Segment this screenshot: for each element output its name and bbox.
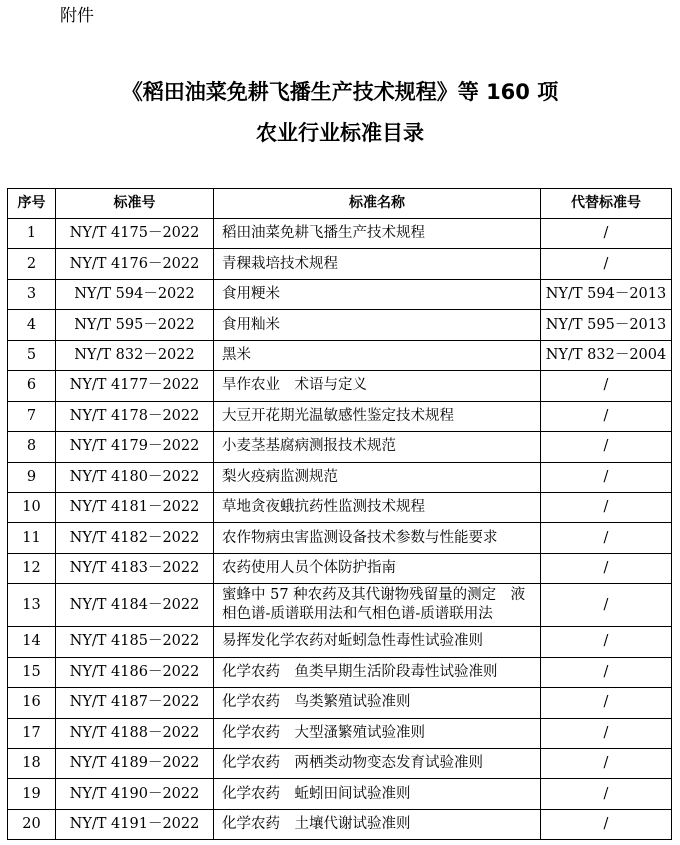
- standard-name: 小麦茎基腐病测报技术规范: [214, 432, 541, 462]
- standard-name: 农药使用人员个体防护指南: [214, 553, 541, 583]
- document-title-line2: 农业行业标准目录: [256, 121, 424, 145]
- table-row: [8, 249, 672, 279]
- table-row: [8, 584, 672, 627]
- table-row: [8, 492, 672, 522]
- serial-no: 4: [8, 310, 56, 340]
- standard-name: 化学农药 鱼类早期生活阶段毒性试验准则: [214, 657, 541, 687]
- standard-code: NY/T 4187－2022: [56, 688, 214, 718]
- replaces-code: /: [541, 749, 672, 779]
- replaces-code: /: [541, 688, 672, 718]
- table-header-row: [8, 189, 672, 219]
- table-row: [8, 553, 672, 583]
- serial-no: 2: [8, 249, 56, 279]
- table-row: [8, 432, 672, 462]
- replaces-code: /: [541, 809, 672, 839]
- header-serial-no: 序号: [8, 189, 56, 219]
- replaces-code: /: [541, 249, 672, 279]
- standard-name: 化学农药 蚯蚓田间试验准则: [214, 779, 541, 809]
- serial-no: 20: [8, 809, 56, 839]
- replaces-code: /: [541, 219, 672, 249]
- table-row: [8, 627, 672, 657]
- replaces-code: NY/T 595－2013: [541, 310, 672, 340]
- serial-no: 15: [8, 657, 56, 687]
- replaces-code: /: [541, 584, 672, 627]
- standard-code: NY/T 4175－2022: [56, 219, 214, 249]
- serial-no: 5: [8, 340, 56, 370]
- serial-no: 7: [8, 401, 56, 431]
- serial-no: 10: [8, 492, 56, 522]
- standard-code: NY/T 4185－2022: [56, 627, 214, 657]
- serial-no: 8: [8, 432, 56, 462]
- standard-code: NY/T 594－2022: [56, 279, 214, 309]
- document-title-line1: 《稻田油菜免耕飞播生产技术规程》等 160 项: [121, 80, 559, 104]
- standard-name: 食用籼米: [214, 310, 541, 340]
- standard-code: NY/T 4182－2022: [56, 523, 214, 553]
- table-row: [8, 340, 672, 370]
- replaces-code: /: [541, 779, 672, 809]
- standard-name: 易挥发化学农药对蚯蚓急性毒性试验准则: [214, 627, 541, 657]
- standard-code: NY/T 832－2022: [56, 340, 214, 370]
- standard-code: NY/T 4188－2022: [56, 718, 214, 748]
- standard-name: 化学农药 大型溞繁殖试验准则: [214, 718, 541, 748]
- serial-no: 18: [8, 749, 56, 779]
- standard-name: 农作物病虫害监测设备技术参数与性能要求: [214, 523, 541, 553]
- standard-code: NY/T 4189－2022: [56, 749, 214, 779]
- standard-name: 草地贪夜蛾抗药性监测技术规程: [214, 492, 541, 522]
- replaces-code: /: [541, 553, 672, 583]
- serial-no: 13: [8, 584, 56, 627]
- standards-table: [7, 188, 672, 840]
- serial-no: 14: [8, 627, 56, 657]
- replaces-code: /: [541, 401, 672, 431]
- standard-name: 化学农药 鸟类繁殖试验准则: [214, 688, 541, 718]
- table-row: [8, 523, 672, 553]
- replaces-code: /: [541, 371, 672, 401]
- standard-name: 化学农药 两栖类动物变态发育试验准则: [214, 749, 541, 779]
- serial-no: 9: [8, 462, 56, 492]
- header-standard-name: 标准名称: [214, 189, 541, 219]
- replaces-code: /: [541, 462, 672, 492]
- standard-name: 旱作农业 术语与定义: [214, 371, 541, 401]
- replaces-code: /: [541, 523, 672, 553]
- replaces-code: NY/T 594－2013: [541, 279, 672, 309]
- table-row: [8, 718, 672, 748]
- table-row: [8, 809, 672, 839]
- serial-no: 17: [8, 718, 56, 748]
- standard-name: 黑米: [214, 340, 541, 370]
- standard-code: NY/T 4191－2022: [56, 809, 214, 839]
- standard-name: 稻田油菜免耕飞播生产技术规程: [214, 219, 541, 249]
- replaces-code: /: [541, 657, 672, 687]
- standard-name: 蜜蜂中 57 种农药及其代谢物残留量的测定 液相色谱-质谱联用法和气相色谱-质谱联用法: [214, 584, 541, 627]
- table-row: [8, 219, 672, 249]
- header-replaces: 代替标准号: [541, 189, 672, 219]
- standard-code: NY/T 595－2022: [56, 310, 214, 340]
- serial-no: 11: [8, 523, 56, 553]
- standard-code: NY/T 4190－2022: [56, 779, 214, 809]
- table-row: [8, 310, 672, 340]
- standard-name: 青稞栽培技术规程: [214, 249, 541, 279]
- standard-code: NY/T 4177－2022: [56, 371, 214, 401]
- serial-no: 3: [8, 279, 56, 309]
- standard-name: 食用粳米: [214, 279, 541, 309]
- standard-code: NY/T 4180－2022: [56, 462, 214, 492]
- table-row: [8, 657, 672, 687]
- standard-name: 化学农药 土壤代谢试验准则: [214, 809, 541, 839]
- standard-name: 大豆开花期光温敏感性鉴定技术规程: [214, 401, 541, 431]
- standard-name: 梨火疫病监测规范: [214, 462, 541, 492]
- serial-no: 1: [8, 219, 56, 249]
- standard-code: NY/T 4181－2022: [56, 492, 214, 522]
- table-row: [8, 779, 672, 809]
- serial-no: 12: [8, 553, 56, 583]
- standard-code: NY/T 4178－2022: [56, 401, 214, 431]
- replaces-code: /: [541, 627, 672, 657]
- standard-code: NY/T 4186－2022: [56, 657, 214, 687]
- table-row: [8, 688, 672, 718]
- table-row: [8, 279, 672, 309]
- serial-no: 6: [8, 371, 56, 401]
- replaces-code: /: [541, 492, 672, 522]
- table-row: [8, 462, 672, 492]
- serial-no: 16: [8, 688, 56, 718]
- replaces-code: /: [541, 718, 672, 748]
- table-row: [8, 401, 672, 431]
- replaces-code: /: [541, 432, 672, 462]
- replaces-code: NY/T 832－2004: [541, 340, 672, 370]
- standard-code: NY/T 4176－2022: [56, 249, 214, 279]
- attachment-label: 附件: [60, 6, 94, 26]
- header-standard-code: 标准号: [56, 189, 214, 219]
- standard-code: NY/T 4179－2022: [56, 432, 214, 462]
- table-row: [8, 371, 672, 401]
- serial-no: 19: [8, 779, 56, 809]
- standard-code: NY/T 4183－2022: [56, 553, 214, 583]
- standard-code: NY/T 4184－2022: [56, 584, 214, 627]
- table-row: [8, 749, 672, 779]
